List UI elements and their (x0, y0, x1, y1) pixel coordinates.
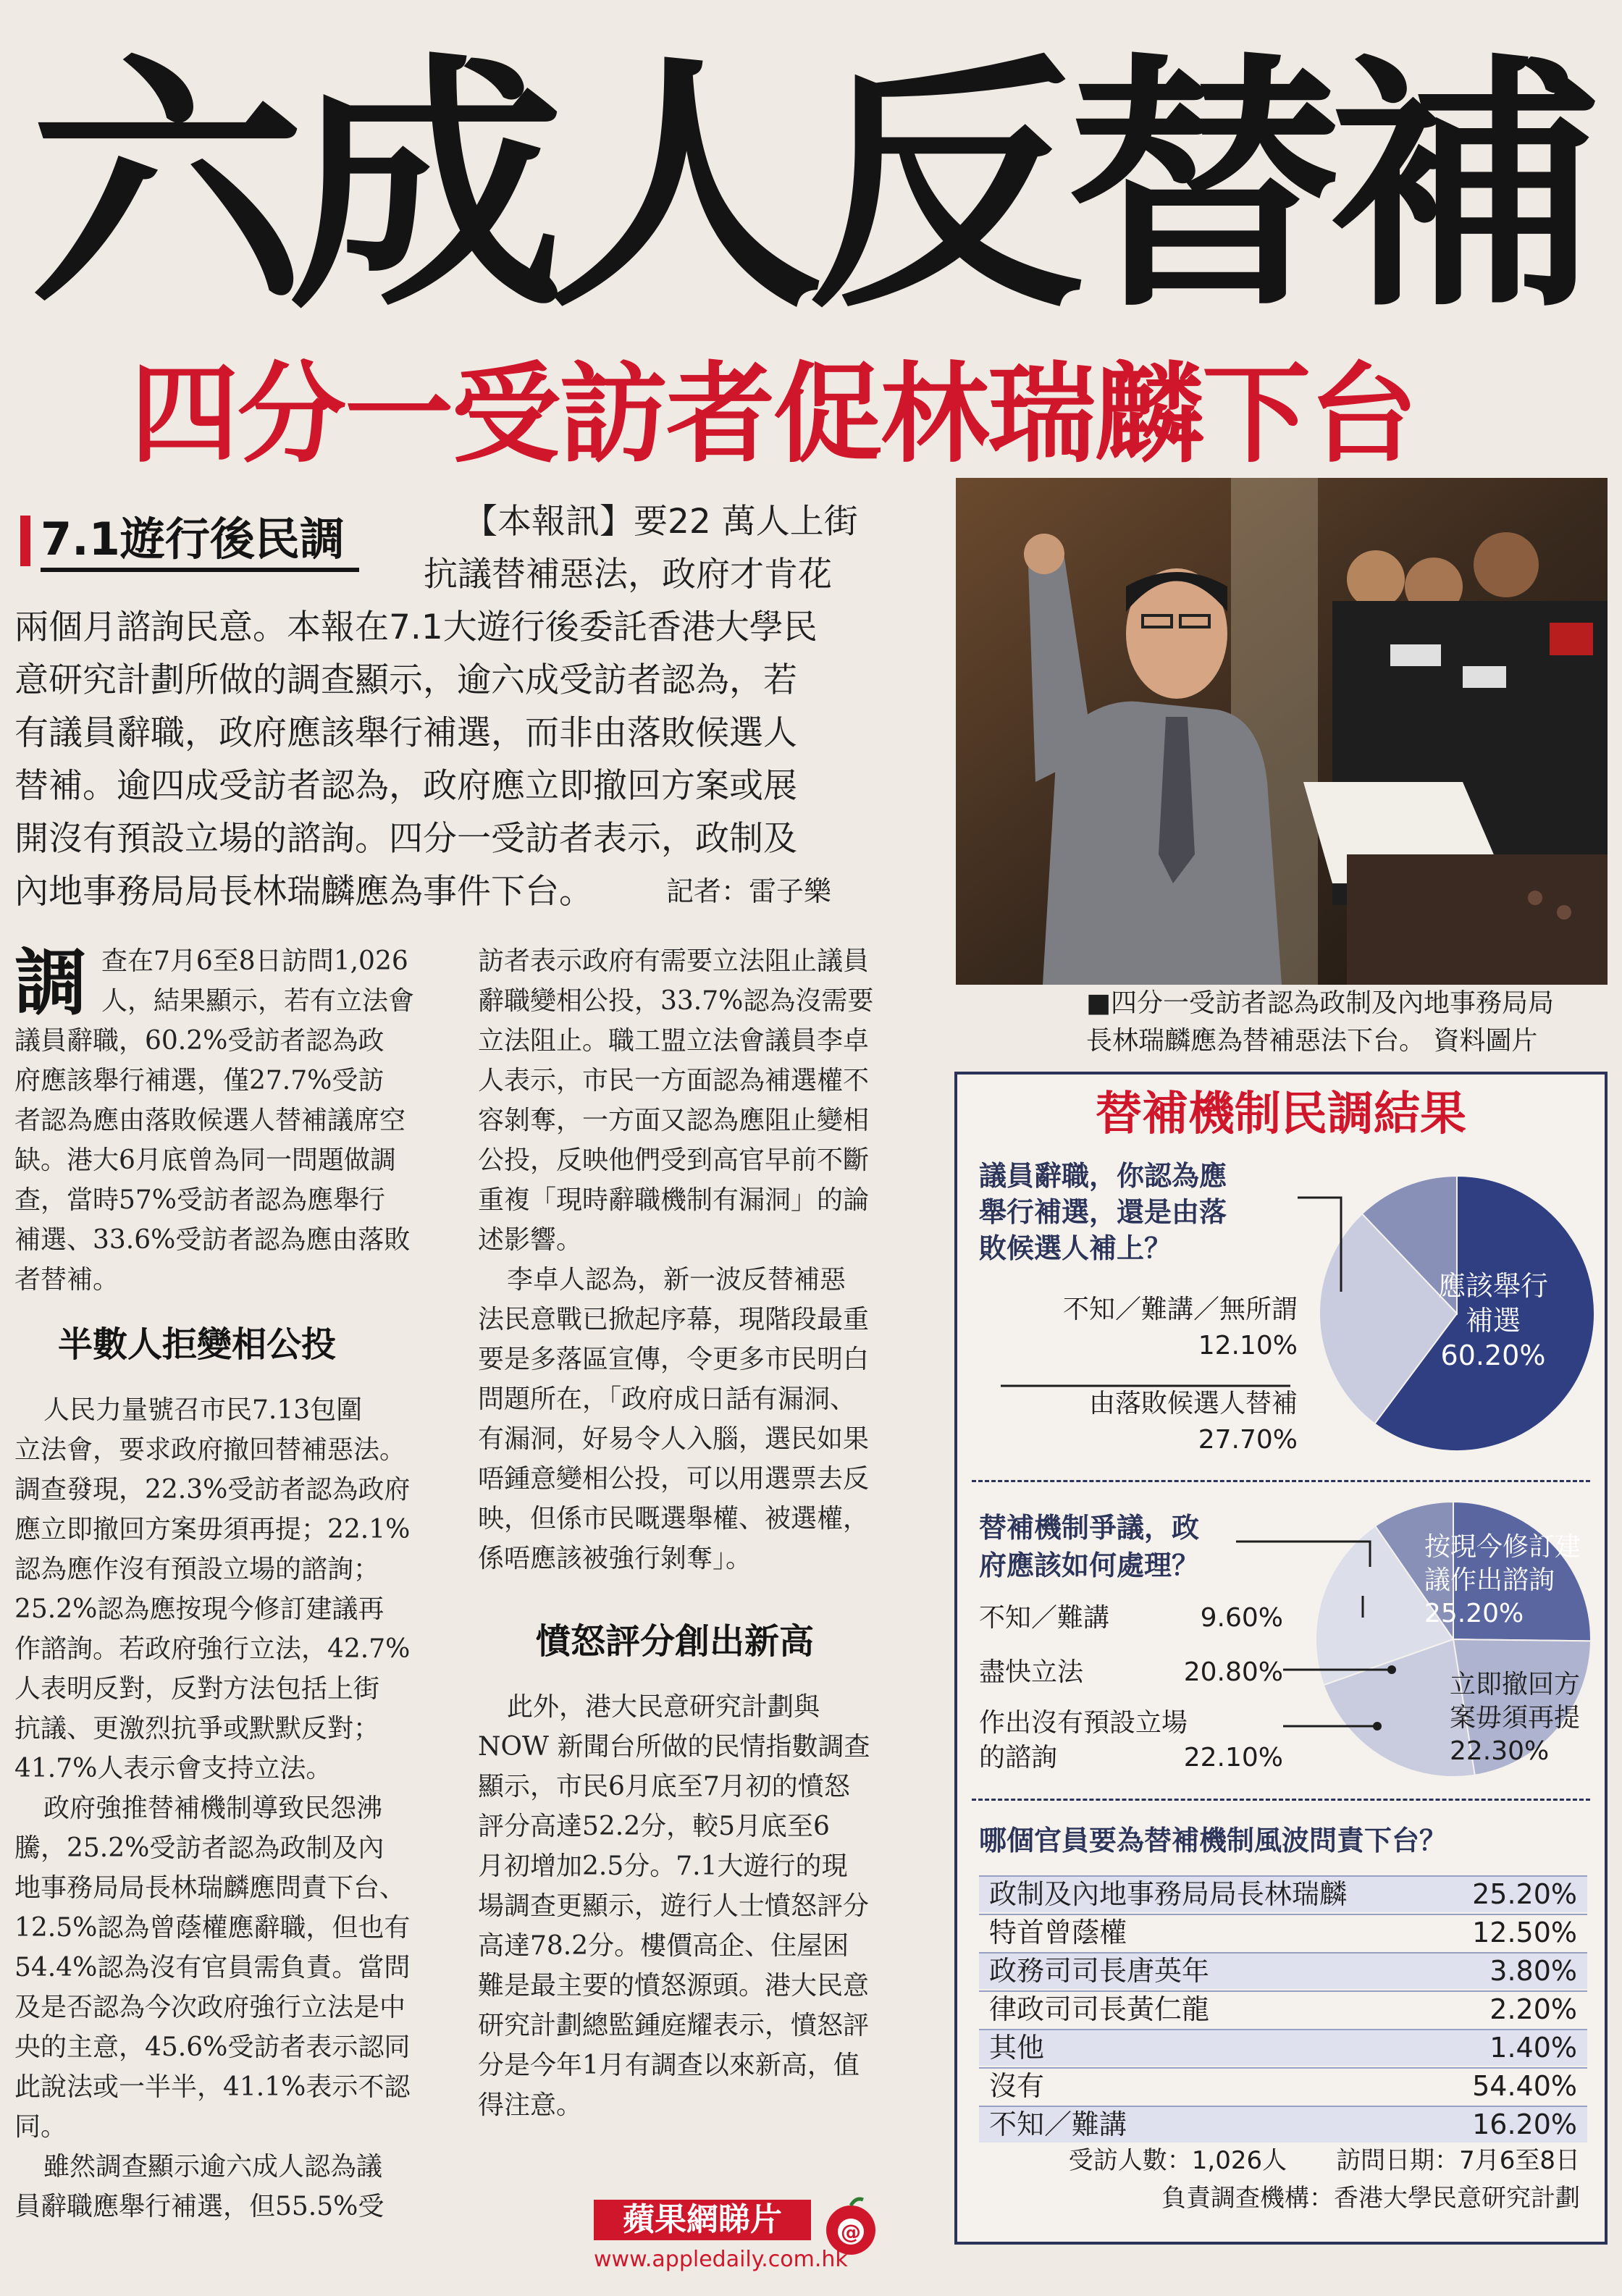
slice-value: 22.30% (1450, 1736, 1550, 1766)
slice-label-line: 補選 (1465, 1305, 1521, 1337)
survey-footer-1: 受訪人數：1,026人 訪問日期：7月6至8日 (1068, 2146, 1580, 2175)
text-line: 場調查更顯示，遊行人士憤怒評分 (478, 1891, 870, 1921)
slice-label: 盡快立法 (979, 1657, 1084, 1687)
slice-value: 25.20% (1424, 1599, 1524, 1628)
table-row (979, 2029, 1587, 2066)
text-line: 唔鍾意變相公投，可以用選票去反 (478, 1464, 870, 1494)
official-percent: 16.20% (1472, 2108, 1577, 2140)
lead-line: 意研究計劃所做的調查顯示，逾六成受訪者認為，若 (14, 660, 797, 700)
official-percent: 2.20% (1489, 1993, 1577, 2025)
text-line: NOW 新聞台所做的民情指數調查 (478, 1732, 870, 1762)
text-line: 25.2%認為應按現今修訂建議再 (14, 1594, 385, 1624)
infobox-divider (972, 1799, 1590, 1801)
lead-line: 開沒有預設立場的諮詢。四分一受訪者表示，政制及 (14, 819, 797, 859)
lead-line: 替補。逾四成受訪者認為，政府應立即撤回方案或展 (14, 766, 797, 806)
col2-subhead: 憤怒評分創出新高 (536, 1621, 815, 1662)
text-line: 員辭職應舉行補選，但55.5%受 (14, 2192, 385, 2221)
text-line: 者認為應由落敗候選人替補議席空 (14, 1106, 406, 1135)
official-percent: 12.50% (1472, 1917, 1577, 1948)
question-line: 府應該如何處理？ (979, 1549, 1200, 1581)
slice-label-line: 應該舉行 (1437, 1270, 1548, 1302)
kicker-text: 7.1遊行後民調 (41, 513, 345, 565)
text-line: 地事務局局長林瑞麟應問責下台、 (14, 1873, 406, 1903)
slice-value: 9.60% (1200, 1603, 1283, 1633)
text-line: 調查發現，22.3%受訪者認為政府 (14, 1475, 411, 1505)
poll-infobox (954, 1072, 1608, 2245)
text-line: 議員辭職，60.2%受訪者認為政 (14, 1026, 385, 1056)
text-line: 得注意。 (478, 2090, 583, 2120)
table-row (979, 2067, 1587, 2104)
lead-line: 【本報訊】要22 萬人上街 (463, 502, 858, 542)
text-line: 重複「現時辭職機制有漏洞」的論 (478, 1185, 870, 1215)
text-line: 月初增加2.5分。7.1大遊行的現 (478, 1851, 848, 1881)
text-line: 難是最主要的憤怒源頭。港大民意 (478, 1971, 870, 2001)
text-line: 評分高達52.2分，較5月底至6 (478, 1812, 830, 1841)
question-line: 議員辭職，你認為應 (979, 1160, 1227, 1192)
survey-footer-2: 負責調查機構：香港大學民意研究計劃 (1161, 2184, 1580, 2213)
official-name: 其他 (989, 2032, 1045, 2064)
text-line: 有漏洞，好易令人入腦，選民如果 (478, 1424, 870, 1454)
text-line: 及是否認為今次政府強行立法是中 (14, 1993, 406, 2022)
dropcap: 調 (14, 941, 87, 1025)
subheadline: 四分一受訪者促林瑞麟下台 (130, 352, 1417, 478)
text-line: 立法阻止。職工盟立法會議員李卓 (478, 1026, 870, 1056)
byline: 記者：雷子樂 (666, 875, 832, 907)
table-row (979, 1990, 1587, 2027)
official-name: 律政司司長黃仁龍 (989, 1993, 1210, 2025)
slice-value: 22.10% (1183, 1743, 1283, 1773)
slice-label: 不知／難講 (979, 1603, 1110, 1633)
q3-question: 哪個官員要為替補機制風波問責下台？ (979, 1825, 1447, 1856)
logo-url: www.appledaily.com.hk (594, 2247, 848, 2272)
text-line: 認為應作沒有預設立場的諮詢； (14, 1555, 380, 1584)
text-line: 問題所在，「政府成日話有漏洞、 (478, 1384, 857, 1414)
lead-line: 有議員辭職，政府應該舉行補選，而非由落敗候選人 (14, 713, 797, 753)
text-line: 容剝奪，一方面又認為應阻止變相 (478, 1106, 870, 1135)
slice-value: 27.70% (1198, 1425, 1298, 1455)
text-line: 述影響。 (478, 1225, 583, 1255)
logo-text: 蘋果網睇片 (594, 2200, 811, 2240)
text-line: 12.5%認為曾蔭權應辭職，但也有 (14, 1913, 411, 1943)
text-line: 此外，港大民意研究計劃與 (507, 1692, 820, 1722)
text-line: 顯示，市民6月底至7月初的憤怒 (478, 1772, 850, 1801)
table-row (979, 1914, 1587, 1951)
table-row (979, 1952, 1587, 1989)
text-line: 映，但係市民嘅選舉權、被選權， (478, 1504, 870, 1534)
slice-label-line: 作出沒有預設立場 (979, 1708, 1188, 1738)
text-line: 應立即撤回方案毋須再提；22.1% (14, 1515, 411, 1544)
slice-label-line: 按現今修訂建 (1424, 1532, 1581, 1562)
text-line: 抗議、更激烈抗爭或默默反對； (14, 1714, 380, 1744)
slice-label: 不知／難講／無所謂 (1062, 1295, 1298, 1324)
svg-text:@: @ (841, 2220, 861, 2244)
text-line: 者替補。 (14, 1265, 119, 1295)
photo-caption (1086, 985, 1608, 1060)
text-line: 54.4%認為沒有官員需負責。當問 (14, 1953, 411, 1982)
slice-label: 由落敗候選人替補 (1088, 1389, 1298, 1418)
text-line: 補選、33.6%受訪者認為應由落敗 (14, 1225, 411, 1255)
col1-subhead: 半數人拒變相公投 (58, 1324, 337, 1365)
headline: 六成人反替補 (29, 33, 1587, 344)
text-line: 同。 (14, 2112, 67, 2142)
official-name: 政制及內地事務局局長林瑞麟 (989, 1878, 1348, 1910)
text-line: 查在7月6至8日訪問1,026 (101, 946, 408, 976)
lead-line: 內地事務局局長林瑞麟應為事件下台。 (14, 872, 593, 912)
text-line: 政府強推替補機制導致民怨沸 (43, 1794, 383, 1823)
official-percent: 25.20% (1472, 1878, 1577, 1910)
text-line: 立法會，要求政府撤回替補惡法。 (14, 1435, 406, 1465)
caption-line: 長林瑞麟應為替補惡法下台。 資料圖片 (1086, 1026, 1538, 1056)
slice-value: 20.80% (1183, 1657, 1283, 1687)
lead-line: 兩個月諮詢民意。本報在7.1大遊行後委託香港大學民 (14, 607, 818, 647)
text-line: 研究計劃總監鍾庭耀表示，憤怒評 (478, 2011, 870, 2040)
text-line: 要是多落區宣傳，令更多市民明白 (478, 1345, 870, 1374)
text-line: 高達78.2分。樓價高企、住屋困 (478, 1931, 849, 1961)
text-line: 法民意戰已掀起序幕，現階段最重 (478, 1305, 870, 1334)
text-line: 人民力量號召市民7.13包圍 (43, 1395, 363, 1425)
text-line: 人表明反對，反對方法包括上街 (14, 1674, 380, 1704)
news-photo (956, 478, 1608, 1072)
question-line: 敗候選人補上？ (979, 1232, 1172, 1264)
text-line: 人表示，市民一方面認為補選權不 (478, 1066, 870, 1096)
official-name: 政務司司長唐英年 (989, 1955, 1210, 1987)
slice-label-line: 案毋須再提 (1450, 1703, 1581, 1733)
table-row (979, 1875, 1587, 1912)
text-line: 此說法或一半半，41.1%表示不認 (14, 2072, 411, 2102)
appledaily-logo (594, 2194, 898, 2281)
article-column-2 (478, 941, 927, 2172)
q3-table (957, 1875, 1605, 2165)
text-line: 央的主意，45.6%受訪者表示認同 (14, 2032, 411, 2062)
question-line: 舉行補選，還是由落 (979, 1196, 1227, 1228)
slice-label-line: 的諮詢 (979, 1743, 1058, 1773)
infobox-title: 替補機制民調結果 (1096, 1088, 1466, 1141)
text-line: 李卓人認為，新一波反替補惡 (507, 1265, 846, 1295)
text-line: 辭職變相公投，33.7%認為沒需要 (478, 986, 874, 1016)
slice-value: 60.20% (1440, 1340, 1546, 1371)
q2-leader-lines (957, 1075, 1605, 1799)
text-line: 騰，25.2%受訪者認為政制及內 (14, 1833, 385, 1863)
text-line: 府應該舉行補選，僅27.7%受訪 (14, 1066, 385, 1096)
photo-illustration (956, 478, 1608, 985)
official-percent: 54.40% (1472, 2070, 1577, 2102)
caption-line: ■四分一受訪者認為政制及內地事務局局 (1086, 988, 1555, 1018)
lead-line: 抗議替補惡法，政府才肯花 (424, 555, 832, 594)
text-line: 雖然調查顯示逾六成人認為議 (43, 2152, 383, 2182)
slice-value: 12.10% (1198, 1331, 1298, 1361)
official-name: 不知／難講 (989, 2108, 1127, 2140)
text-line: 訪者表示政府有需要立法阻止議員 (478, 946, 870, 976)
text-line: 人，結果顯示，若有立法會 (101, 986, 415, 1016)
text-line: 作諮詢。若政府強行立法，42.7% (14, 1634, 411, 1664)
text-line: 分是今年1月有調查以來新高，值 (478, 2051, 860, 2080)
official-name: 沒有 (989, 2070, 1045, 2102)
article-column-1 (14, 941, 463, 2288)
text-line: 係唔應該被強行剝奪」。 (478, 1544, 752, 1573)
question-line: 替補機制爭議，政 (979, 1512, 1200, 1544)
text-line: 缺。港大6月底曾為同一問題做調 (14, 1145, 396, 1175)
official-name: 特首曾蔭權 (989, 1917, 1127, 1948)
official-percent: 1.40% (1489, 2032, 1577, 2064)
table-row (979, 2106, 1587, 2142)
slice-label-line: 立即撤回方 (1450, 1670, 1581, 1699)
text-line: 公投，反映他們受到高官早前不斷 (478, 1145, 870, 1175)
lead-paragraph (14, 495, 912, 922)
slice-label-line: 議作出諮詢 (1424, 1565, 1555, 1595)
text-line: 41.7%人表示會支持立法。 (14, 1754, 332, 1783)
text-line: 查，當時57%受訪者認為應舉行 (14, 1185, 386, 1215)
official-percent: 3.80% (1489, 1955, 1577, 1987)
